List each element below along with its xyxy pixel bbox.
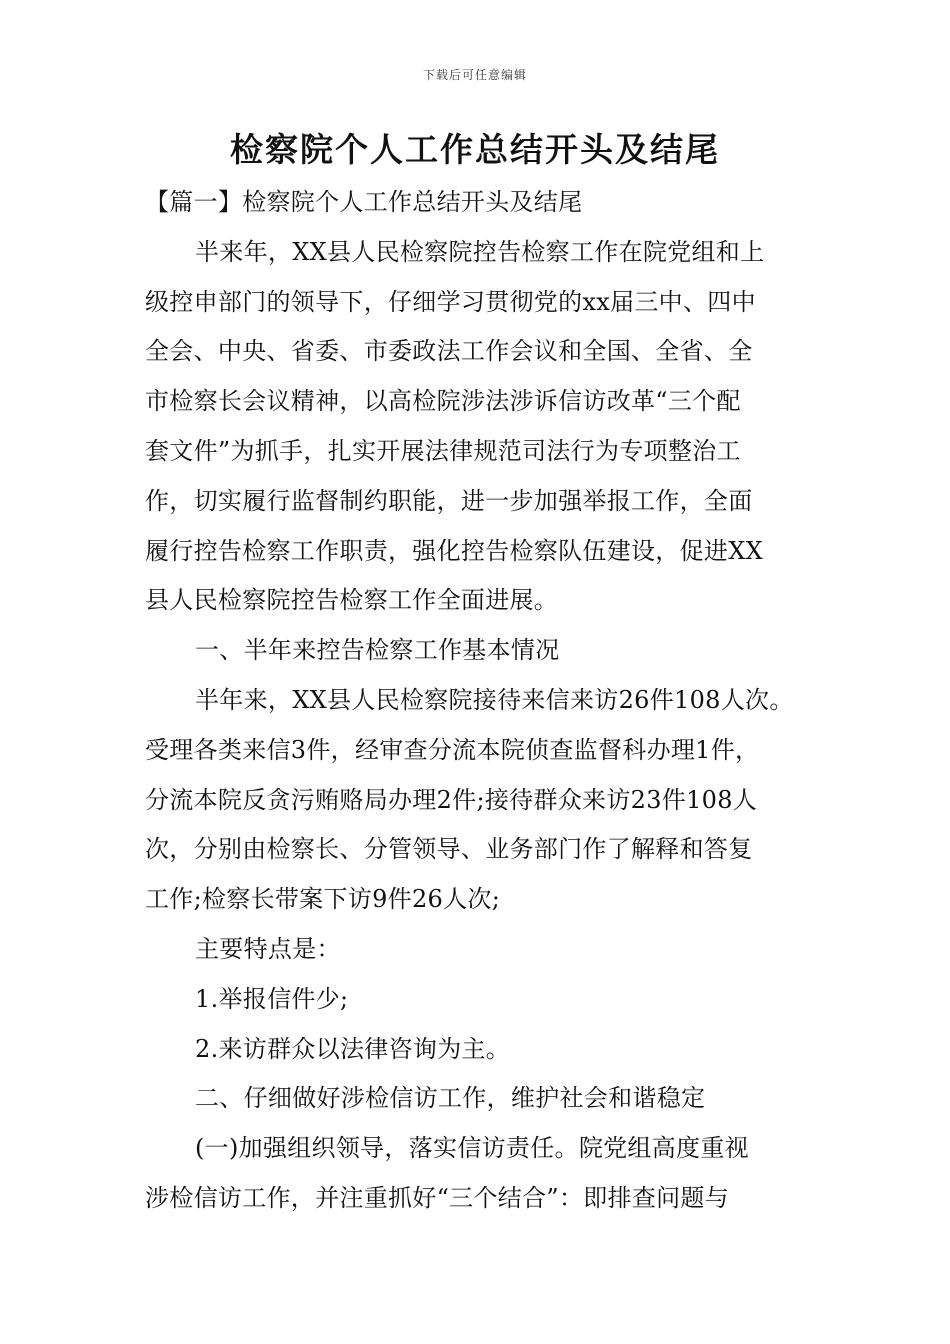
- text-line: 半年来，XX县人民检察院接待来信来访26件108人次。: [195, 685, 794, 714]
- text-line: 受理各类来信3件，经审查分流本院侦查监督科办理1件，: [145, 735, 760, 764]
- text-line: 工作;检察长带案下访9件26人次;: [145, 885, 501, 914]
- document-body: [145, 178, 815, 1224]
- text-line: 分流本院反贪污贿赂局办理2件;接待群众来访23件108人: [145, 785, 758, 814]
- text-line: 二、仔细做好涉检信访工作，维护社会和谐稳定: [195, 1084, 706, 1113]
- text-line: 主要特点是：: [195, 934, 341, 963]
- text-line: 半来年，XX县人民检察院控告检察工作在院党组和上: [195, 237, 765, 266]
- text-line: 涉检信访工作，并注重抓好“三个结合”：即排查问题与: [145, 1183, 730, 1212]
- text-line: 【篇一】检察院个人工作总结开头及结尾: [145, 188, 583, 216]
- text-line: 1.举报信件少;: [195, 984, 349, 1013]
- text-line: 次，分别由检察长、分管领导、业务部门作了解释和答复: [145, 835, 753, 864]
- document-title: 检察院个人工作总结开头及结尾: [230, 130, 720, 169]
- header-note: 下载后可任意编辑: [422, 68, 527, 82]
- text-line: (一)加强组织领导，落实信访责任。院党组高度重视: [195, 1134, 749, 1163]
- text-line: 县人民检察院控告检察工作全面进展。: [145, 586, 559, 615]
- text-line: 2.来访群众以法律咨询为主。: [195, 1034, 511, 1063]
- text-line: 套文件”为抓手，扎实开展法律规范司法行为专项整治工: [145, 436, 741, 465]
- text-line: 级控申部门的领导下，仔细学习贯彻党的xx届三中、四中: [145, 287, 756, 316]
- text-line: 市检察长会议精神，以高检院涉法涉诉信访改革“三个配: [145, 387, 741, 416]
- text-line: 一、半年来控告检察工作基本情况: [195, 636, 560, 665]
- text-line: 全会、中央、省委、市委政法工作会议和全国、全省、全: [145, 337, 753, 366]
- text-line: 作，切实履行监督制约职能，进一步加强举报工作，全面: [145, 486, 753, 515]
- text-line: 履行控告检察工作职责，强化控告检察队伍建设，促进XX: [145, 536, 763, 565]
